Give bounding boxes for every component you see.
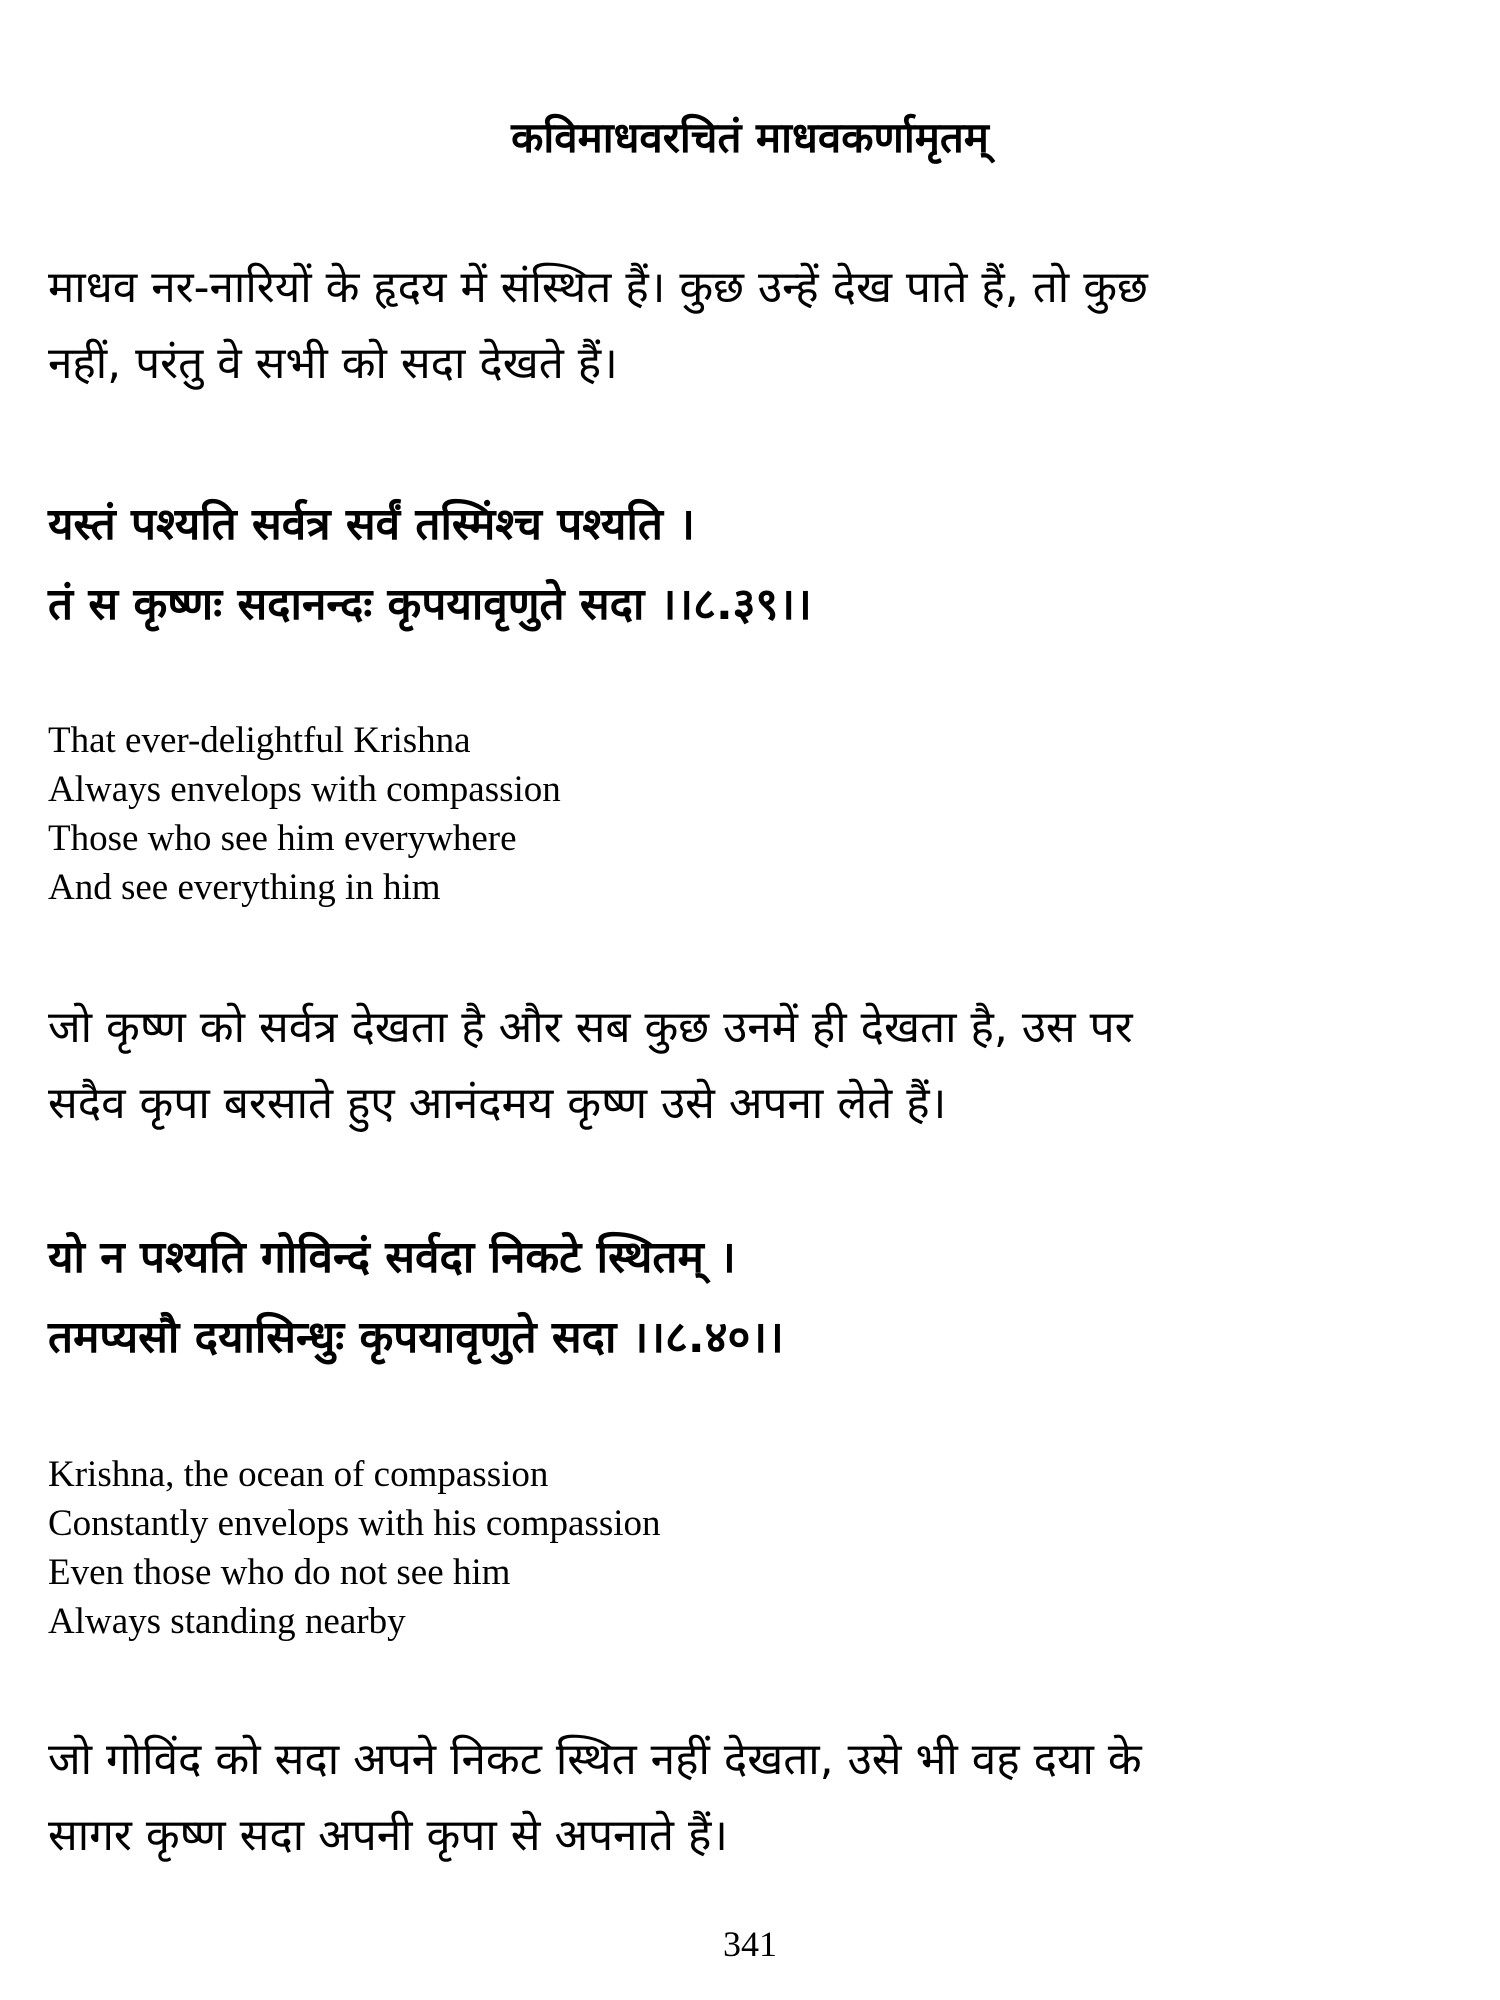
translation-line: Krishna, the ocean of compassion bbox=[48, 1454, 549, 1495]
sanskrit-verse-8-39 bbox=[48, 485, 1468, 645]
translation-line: Constantly envelops with his compassion bbox=[48, 1503, 661, 1544]
sanskrit-verse-8-40 bbox=[48, 1218, 1468, 1378]
hindi-paragraph-2 bbox=[48, 990, 1468, 1142]
hindi-paragraph-1 bbox=[48, 250, 1468, 402]
translation-line: Those who see him everywhere bbox=[48, 818, 517, 859]
verse-line: यस्तं पश्यति सर्वत्र सर्वं तस्मिंश्च पश्यति । bbox=[48, 499, 695, 550]
text-line: माधव नर-नारियों के हृदय में संस्थित हैं। कुछ उन्हें देख पाते हैं, तो कुछ bbox=[48, 262, 1148, 313]
translation-line: Always envelops with compassion bbox=[48, 769, 561, 810]
verse-line: यो न पश्यति गोविन्दं सर्वदा निकटे स्थितम् । bbox=[48, 1232, 736, 1283]
text-line: सागर कृष्ण सदा अपनी कृपा से अपनाते हैं। bbox=[48, 1810, 728, 1861]
text-line: जो गोविंद को सदा अपने निकट स्थित नहीं देखता, उसे भी वह दया के bbox=[48, 1734, 1142, 1785]
hindi-paragraph-3 bbox=[48, 1722, 1468, 1874]
english-translation-2 bbox=[48, 1450, 1048, 1646]
verse-line: तमप्यसौ दयासिन्धुः कृपयावृणुते सदा ।।८.४०।। bbox=[48, 1312, 784, 1363]
translation-line: And see everything in him bbox=[48, 867, 441, 908]
text-line: जो कृष्ण को सर्वत्र देखता है और सब कुछ उनमें ही देखता है, उस पर bbox=[48, 1002, 1133, 1053]
translation-line: Always standing nearby bbox=[48, 1601, 406, 1642]
translation-line: That ever-delightful Krishna bbox=[48, 720, 471, 761]
page-title: कविमाधवरचितं माधवकर्णामृतम् bbox=[511, 113, 989, 162]
translation-line: Even those who do not see him bbox=[48, 1552, 511, 1593]
page-number: 341 bbox=[723, 1924, 777, 1964]
verse-line: तं स कृष्णः सदानन्दः कृपयावृणुते सदा ।।८.३९।। bbox=[48, 579, 812, 630]
text-line: नहीं, परंतु वे सभी को सदा देखते हैं। bbox=[48, 338, 618, 389]
text-line: सदैव कृपा बरसाते हुए आनंदमय कृष्ण उसे अपना लेते हैं। bbox=[48, 1078, 947, 1129]
english-translation-1 bbox=[48, 716, 1048, 912]
